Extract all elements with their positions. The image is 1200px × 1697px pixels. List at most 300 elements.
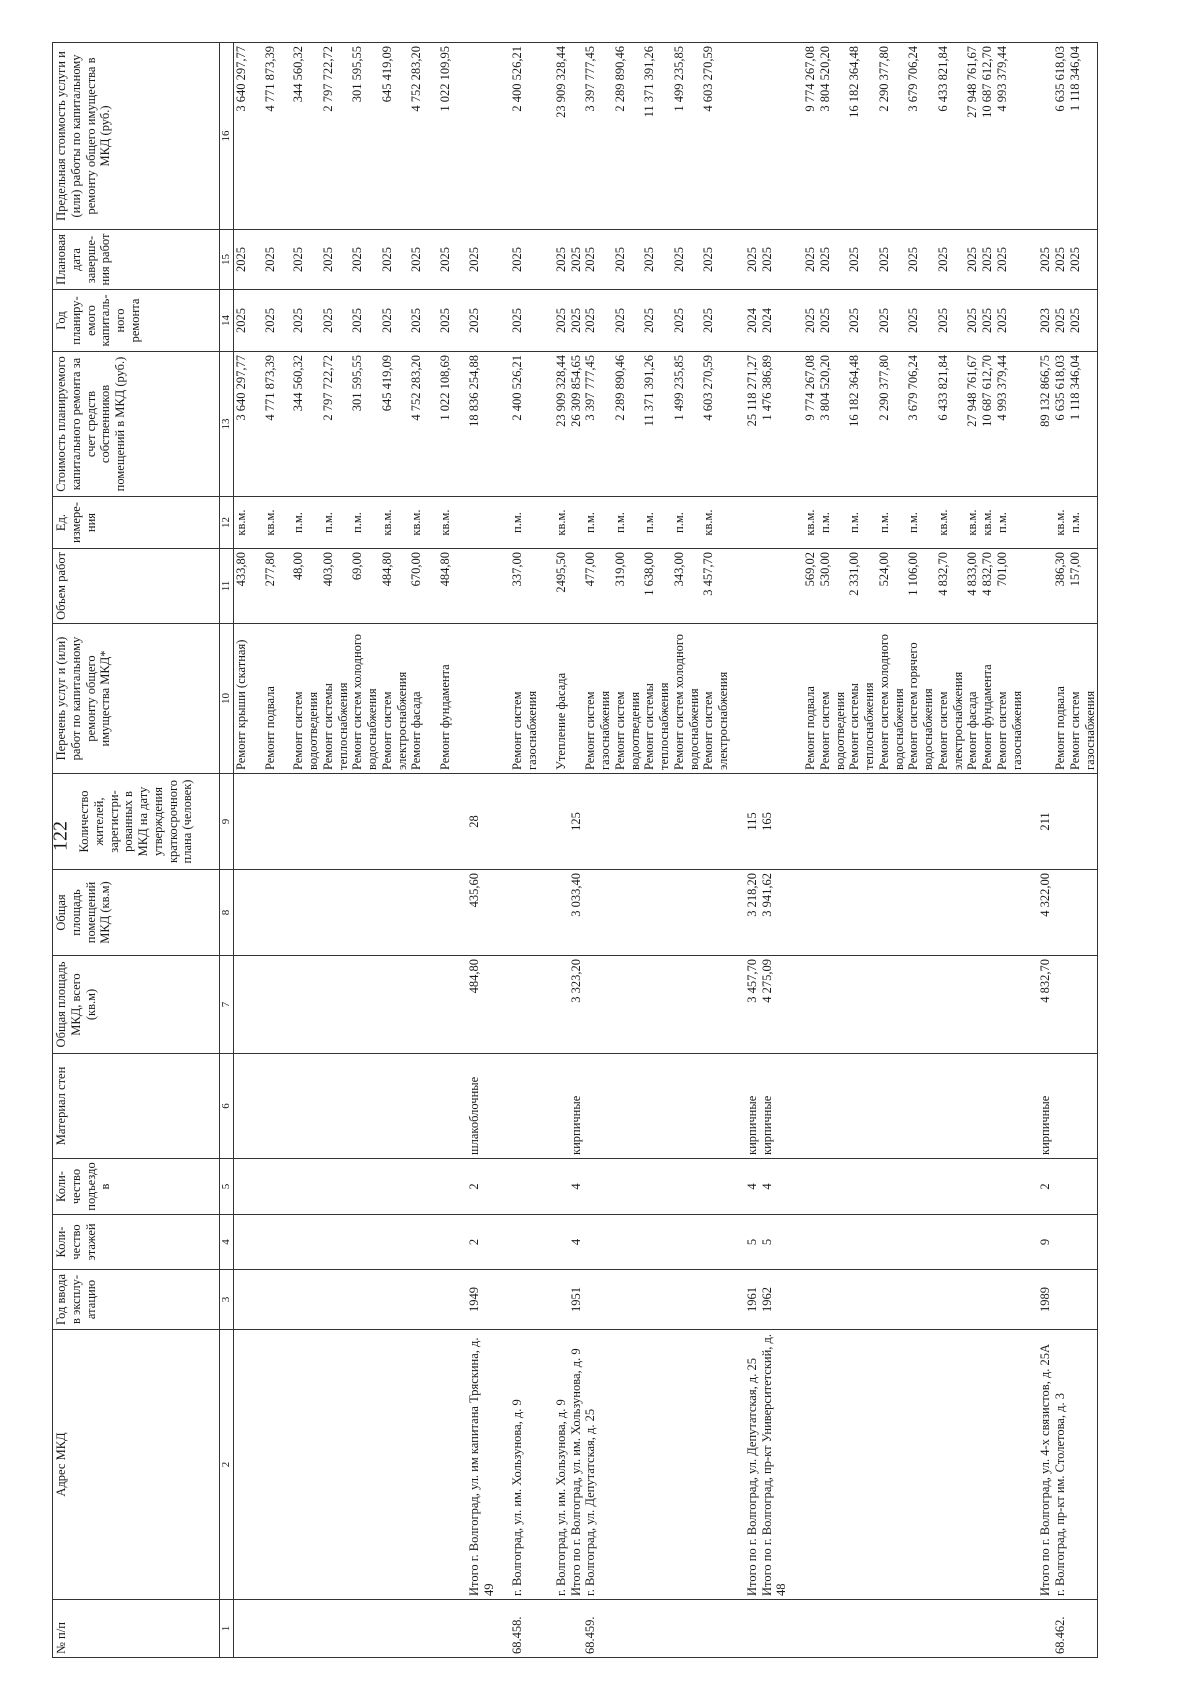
volume-cell bbox=[760, 549, 790, 624]
row-number bbox=[613, 1600, 643, 1658]
work-type-cell bbox=[424, 624, 438, 774]
volume-cell: 319,00 bbox=[613, 549, 643, 624]
wall-material-cell bbox=[321, 1054, 351, 1159]
address-cell bbox=[1068, 1330, 1098, 1600]
premises-area-cell bbox=[554, 870, 569, 956]
entrances-cell bbox=[496, 1159, 510, 1215]
completion-year-cell: 2025 bbox=[760, 230, 790, 290]
address-cell: г. Волгоград, ул. им. Хользунова, д. 9 bbox=[510, 1330, 540, 1600]
row-number bbox=[789, 1600, 803, 1658]
year-cell bbox=[803, 1270, 818, 1330]
column-number: 15 bbox=[220, 230, 234, 290]
entrances-cell bbox=[554, 1159, 569, 1215]
cost-cell: 3 397 777,45 bbox=[583, 352, 613, 497]
max-cost-cell bbox=[569, 43, 584, 230]
residents-cell bbox=[980, 774, 995, 870]
address-cell bbox=[995, 1330, 1025, 1600]
table-header bbox=[53, 43, 234, 1658]
total-area-cell bbox=[803, 956, 818, 1054]
residents-cell bbox=[789, 774, 803, 870]
unit-cell bbox=[745, 497, 760, 549]
table-row bbox=[1068, 43, 1098, 1658]
repair-year-cell: 2025 bbox=[263, 290, 278, 352]
volume-cell bbox=[540, 549, 554, 624]
address-cell bbox=[291, 1330, 321, 1600]
residents-cell bbox=[438, 774, 453, 870]
row-number bbox=[936, 1600, 966, 1658]
year-cell: 1989 bbox=[1038, 1270, 1053, 1330]
max-cost-cell: 344 560,32 bbox=[291, 43, 321, 230]
completion-year-cell: 2025 bbox=[803, 230, 818, 290]
total-area-cell bbox=[1068, 956, 1098, 1054]
row-number bbox=[906, 1600, 936, 1658]
work-type-cell bbox=[277, 624, 291, 774]
header-cell: Адрес МКД bbox=[53, 1330, 220, 1600]
row-number bbox=[731, 1600, 745, 1658]
residents-cell bbox=[249, 774, 263, 870]
floors-cell: 4 bbox=[569, 1215, 584, 1270]
unit-cell: кв.м. bbox=[263, 497, 278, 549]
cost-cell: 4 752 283,20 bbox=[409, 352, 424, 497]
year-cell bbox=[380, 1270, 410, 1330]
year-cell bbox=[583, 1270, 613, 1330]
repair-year-cell: 2025 bbox=[291, 290, 321, 352]
entrances-cell bbox=[789, 1159, 803, 1215]
cost-cell: 26 309 854,65 bbox=[569, 352, 584, 497]
repair-year-cell: 2025 bbox=[936, 290, 966, 352]
address-cell bbox=[701, 1330, 731, 1600]
floors-cell bbox=[583, 1215, 613, 1270]
wall-material-cell bbox=[554, 1054, 569, 1159]
volume-cell bbox=[277, 549, 291, 624]
wall-material-cell bbox=[453, 1054, 467, 1159]
wall-material-cell bbox=[877, 1054, 907, 1159]
max-cost-cell: 2 797 722,72 bbox=[321, 43, 351, 230]
entrances-cell bbox=[847, 1159, 877, 1215]
unit-cell: кв.м. bbox=[380, 497, 410, 549]
premises-area-cell bbox=[906, 870, 936, 956]
wall-material-cell bbox=[291, 1054, 321, 1159]
volume-cell bbox=[467, 549, 497, 624]
header-cell: Ед. измере-ния bbox=[53, 497, 220, 549]
wall-material-cell bbox=[906, 1054, 936, 1159]
residents-cell: 211 bbox=[1038, 774, 1053, 870]
residents-cell: 165 bbox=[760, 774, 790, 870]
year-cell bbox=[321, 1270, 351, 1330]
work-type-cell bbox=[467, 624, 497, 774]
year-cell: 1951 bbox=[569, 1270, 584, 1330]
entrances-cell bbox=[965, 1159, 980, 1215]
address-cell bbox=[789, 1330, 803, 1600]
max-cost-cell: 2 290 377,80 bbox=[877, 43, 907, 230]
total-area-cell bbox=[613, 956, 643, 1054]
floors-cell bbox=[263, 1215, 278, 1270]
row-number bbox=[803, 1600, 818, 1658]
unit-cell: кв.м. bbox=[438, 497, 453, 549]
unit-cell: кв.м. bbox=[233, 497, 248, 549]
floors-cell bbox=[510, 1215, 540, 1270]
unit-cell: кв.м. bbox=[936, 497, 966, 549]
wall-material-cell bbox=[583, 1054, 613, 1159]
premises-area-cell: 3 218,20 bbox=[745, 870, 760, 956]
cost-cell bbox=[789, 352, 803, 497]
premises-area-cell: 4 322,00 bbox=[1038, 870, 1053, 956]
work-type-cell: Ремонт систем холодного водоснабжения bbox=[877, 624, 907, 774]
repair-year-cell: 2025 bbox=[438, 290, 453, 352]
year-cell bbox=[877, 1270, 907, 1330]
row-number bbox=[233, 1600, 248, 1658]
work-type-cell: Ремонт подвала bbox=[1053, 624, 1068, 774]
floors-cell bbox=[321, 1215, 351, 1270]
wall-material-cell bbox=[438, 1054, 453, 1159]
volume-cell bbox=[249, 549, 263, 624]
header-cell: Количество жителей, зарегистри-рованных в МКД на дату утверждения краткосрочного плана (человек) bbox=[53, 774, 220, 870]
address-cell bbox=[731, 1330, 745, 1600]
row-number bbox=[540, 1600, 554, 1658]
total-area-cell bbox=[1024, 956, 1038, 1054]
repair-year-cell: 2025 bbox=[847, 290, 877, 352]
entrances-cell bbox=[818, 1159, 848, 1215]
volume-cell: 3 457,70 bbox=[701, 549, 731, 624]
year-cell bbox=[980, 1270, 995, 1330]
volume-cell: 530,00 bbox=[818, 549, 848, 624]
year-cell bbox=[233, 1270, 248, 1330]
volume-cell: 1 106,00 bbox=[906, 549, 936, 624]
year-cell bbox=[936, 1270, 966, 1330]
address-cell bbox=[321, 1330, 351, 1600]
address-cell bbox=[847, 1330, 877, 1600]
total-area-cell bbox=[233, 956, 248, 1054]
premises-area-cell bbox=[496, 870, 510, 956]
volume-cell bbox=[789, 549, 803, 624]
total-area-cell bbox=[453, 956, 467, 1054]
wall-material-cell bbox=[380, 1054, 410, 1159]
repair-year-cell: 2025 bbox=[233, 290, 248, 352]
residents-cell bbox=[877, 774, 907, 870]
volume-cell bbox=[1024, 549, 1038, 624]
volume-cell bbox=[424, 549, 438, 624]
total-area-cell bbox=[965, 956, 980, 1054]
year-cell bbox=[263, 1270, 278, 1330]
completion-year-cell: 2025 bbox=[847, 230, 877, 290]
volume-cell: 157,00 bbox=[1068, 549, 1098, 624]
unit-cell: кв.м. bbox=[803, 497, 818, 549]
premises-area-cell bbox=[642, 870, 672, 956]
entrances-cell bbox=[249, 1159, 263, 1215]
completion-year-cell: 2025 bbox=[409, 230, 424, 290]
address-cell bbox=[818, 1330, 848, 1600]
max-cost-cell bbox=[249, 43, 263, 230]
column-number: 2 bbox=[220, 1330, 234, 1600]
table-row bbox=[453, 43, 467, 1658]
max-cost-cell bbox=[424, 43, 438, 230]
unit-cell bbox=[569, 497, 584, 549]
completion-year-cell: 2025 bbox=[291, 230, 321, 290]
table-row bbox=[760, 43, 790, 1658]
repair-year-cell: 2025 bbox=[1068, 290, 1098, 352]
completion-year-cell bbox=[540, 230, 554, 290]
table-row bbox=[233, 43, 248, 1658]
year-cell bbox=[409, 1270, 424, 1330]
unit-cell: п.м. bbox=[672, 497, 702, 549]
residents-cell bbox=[1068, 774, 1098, 870]
wall-material-cell bbox=[233, 1054, 248, 1159]
entrances-cell bbox=[424, 1159, 438, 1215]
address-cell bbox=[936, 1330, 966, 1600]
residents-cell bbox=[424, 774, 438, 870]
cost-cell: 1 022 108,69 bbox=[438, 352, 453, 497]
wall-material-cell bbox=[510, 1054, 540, 1159]
unit-cell: п.м. bbox=[1068, 497, 1098, 549]
cost-cell: 4 993 379,44 bbox=[995, 352, 1025, 497]
residents-cell: 28 bbox=[467, 774, 497, 870]
floors-cell bbox=[613, 1215, 643, 1270]
column-number: 11 bbox=[220, 549, 234, 624]
completion-year-cell: 2025 bbox=[701, 230, 731, 290]
wall-material-cell bbox=[409, 1054, 424, 1159]
repair-year-cell: 2025 bbox=[467, 290, 497, 352]
work-type-cell: Ремонт подвала bbox=[263, 624, 278, 774]
residents-cell bbox=[995, 774, 1025, 870]
max-cost-cell: 3 640 297,77 bbox=[233, 43, 248, 230]
residents-cell bbox=[291, 774, 321, 870]
work-type-cell: Ремонт системы теплоснабжения bbox=[847, 624, 877, 774]
residents-cell bbox=[380, 774, 410, 870]
unit-cell: п.м. bbox=[613, 497, 643, 549]
completion-year-cell: 2025 bbox=[672, 230, 702, 290]
completion-year-cell: 2025 bbox=[350, 230, 380, 290]
cost-cell: 27 948 761,67 bbox=[965, 352, 980, 497]
cost-cell: 2 289 890,46 bbox=[613, 352, 643, 497]
volume-cell: 670,00 bbox=[409, 549, 424, 624]
repair-year-cell: 2025 bbox=[980, 290, 995, 352]
cost-cell: 3 804 520,20 bbox=[818, 352, 848, 497]
entrances-cell bbox=[936, 1159, 966, 1215]
address-cell bbox=[496, 1330, 510, 1600]
repair-year-cell: 2025 bbox=[409, 290, 424, 352]
unit-cell bbox=[731, 497, 745, 549]
max-cost-cell: 3 804 520,20 bbox=[818, 43, 848, 230]
completion-year-cell: 2025 bbox=[1068, 230, 1098, 290]
max-cost-cell: 10 687 612,70 bbox=[980, 43, 995, 230]
volume-cell: 569,02 bbox=[803, 549, 818, 624]
residents-cell: 125 bbox=[569, 774, 584, 870]
floors-cell bbox=[672, 1215, 702, 1270]
wall-material-cell bbox=[263, 1054, 278, 1159]
unit-cell bbox=[789, 497, 803, 549]
wall-material-cell: кирпичные bbox=[745, 1054, 760, 1159]
floors-cell bbox=[642, 1215, 672, 1270]
entrances-cell bbox=[263, 1159, 278, 1215]
cost-cell: 16 182 364,48 bbox=[847, 352, 877, 497]
volume-cell: 386,30 bbox=[1053, 549, 1068, 624]
header-cell: Плановая дата заверше-ния работ bbox=[53, 230, 220, 290]
max-cost-cell: 1 499 235,85 bbox=[672, 43, 702, 230]
work-type-cell: Ремонт систем газоснабжения bbox=[510, 624, 540, 774]
cost-cell: 1 476 386,89 bbox=[760, 352, 790, 497]
row-number bbox=[877, 1600, 907, 1658]
entrances-cell bbox=[233, 1159, 248, 1215]
premises-area-cell bbox=[540, 870, 554, 956]
unit-cell: п.м. bbox=[321, 497, 351, 549]
volume-cell: 2 331,00 bbox=[847, 549, 877, 624]
cost-cell: 25 118 271,27 bbox=[745, 352, 760, 497]
table-row bbox=[380, 43, 410, 1658]
row-number bbox=[496, 1600, 510, 1658]
floors-cell bbox=[496, 1215, 510, 1270]
address-cell bbox=[350, 1330, 380, 1600]
floors-cell bbox=[731, 1215, 745, 1270]
floors-cell bbox=[409, 1215, 424, 1270]
residents-cell: 115 bbox=[745, 774, 760, 870]
address-cell bbox=[249, 1330, 263, 1600]
max-cost-cell bbox=[1038, 43, 1053, 230]
entrances-cell bbox=[906, 1159, 936, 1215]
year-cell bbox=[540, 1270, 554, 1330]
total-area-cell bbox=[672, 956, 702, 1054]
total-area-cell bbox=[731, 956, 745, 1054]
residents-cell bbox=[321, 774, 351, 870]
address-cell bbox=[540, 1330, 554, 1600]
repair-year-cell bbox=[1024, 290, 1038, 352]
premises-area-cell bbox=[701, 870, 731, 956]
premises-area-cell bbox=[424, 870, 438, 956]
residents-cell bbox=[453, 774, 467, 870]
year-cell bbox=[672, 1270, 702, 1330]
repair-year-cell: 2025 bbox=[583, 290, 613, 352]
cost-cell bbox=[1024, 352, 1038, 497]
cost-cell: 301 595,55 bbox=[350, 352, 380, 497]
cost-cell: 9 774 267,08 bbox=[803, 352, 818, 497]
floors-cell bbox=[936, 1215, 966, 1270]
table-row bbox=[731, 43, 745, 1658]
max-cost-cell bbox=[731, 43, 745, 230]
year-cell bbox=[731, 1270, 745, 1330]
address-cell bbox=[965, 1330, 980, 1600]
address-cell: Итого по г. Волгоград, пр-кт Университетский, д. 48 bbox=[760, 1330, 790, 1600]
table-row bbox=[1024, 43, 1038, 1658]
floors-cell bbox=[380, 1215, 410, 1270]
completion-year-cell: 2025 bbox=[510, 230, 540, 290]
column-number-row bbox=[220, 43, 234, 1658]
wall-material-cell: кирпичные bbox=[569, 1054, 584, 1159]
residents-cell bbox=[906, 774, 936, 870]
table-row bbox=[745, 43, 760, 1658]
completion-year-cell: 2025 bbox=[569, 230, 584, 290]
volume-cell bbox=[1038, 549, 1053, 624]
work-type-cell bbox=[745, 624, 760, 774]
total-area-cell bbox=[496, 956, 510, 1054]
volume-cell: 484,80 bbox=[380, 549, 410, 624]
residents-cell bbox=[1024, 774, 1038, 870]
cost-cell bbox=[731, 352, 745, 497]
table-row bbox=[540, 43, 554, 1658]
entrances-cell bbox=[321, 1159, 351, 1215]
volume-cell: 484,80 bbox=[438, 549, 453, 624]
total-area-cell bbox=[877, 956, 907, 1054]
premises-area-cell bbox=[321, 870, 351, 956]
year-cell bbox=[453, 1270, 467, 1330]
floors-cell bbox=[1024, 1215, 1038, 1270]
cost-cell bbox=[249, 352, 263, 497]
table-row bbox=[1053, 43, 1068, 1658]
residents-cell bbox=[554, 774, 569, 870]
row-number bbox=[1038, 1600, 1053, 1658]
repair-year-cell: 2025 bbox=[701, 290, 731, 352]
year-cell bbox=[613, 1270, 643, 1330]
cost-cell: 3 640 297,77 bbox=[233, 352, 248, 497]
max-cost-cell: 2 289 890,46 bbox=[613, 43, 643, 230]
row-number bbox=[1068, 1600, 1098, 1658]
page-number: 122 bbox=[49, 821, 72, 851]
repair-year-cell: 2025 bbox=[906, 290, 936, 352]
table-row bbox=[554, 43, 569, 1658]
address-cell bbox=[263, 1330, 278, 1600]
max-cost-cell: 11 371 391,26 bbox=[642, 43, 672, 230]
work-type-cell bbox=[1024, 624, 1038, 774]
entrances-cell bbox=[540, 1159, 554, 1215]
repair-year-cell bbox=[424, 290, 438, 352]
entrances-cell bbox=[583, 1159, 613, 1215]
address-cell bbox=[233, 1330, 248, 1600]
floors-cell: 5 bbox=[745, 1215, 760, 1270]
volume-cell: 4 832,70 bbox=[936, 549, 966, 624]
repair-year-cell: 2025 bbox=[510, 290, 540, 352]
year-cell bbox=[350, 1270, 380, 1330]
unit-cell: п.м. bbox=[906, 497, 936, 549]
year-cell: 1949 bbox=[467, 1270, 497, 1330]
floors-cell bbox=[701, 1215, 731, 1270]
residents-cell bbox=[672, 774, 702, 870]
total-area-cell bbox=[847, 956, 877, 1054]
floors-cell bbox=[233, 1215, 248, 1270]
premises-area-cell: 435,60 bbox=[467, 870, 497, 956]
address-cell: Итого по г. Волгоград, ул. им. Хользунова, д. 9 bbox=[569, 1330, 584, 1600]
header-cell: Объем работ bbox=[53, 549, 220, 624]
row-number bbox=[467, 1600, 497, 1658]
row-number bbox=[409, 1600, 424, 1658]
address-cell: Итого по г. Волгоград, ул. Депутатская, д. 25 bbox=[745, 1330, 760, 1600]
work-type-cell: Ремонт систем газоснабжения bbox=[995, 624, 1025, 774]
row-number bbox=[818, 1600, 848, 1658]
total-area-cell bbox=[321, 956, 351, 1054]
work-type-cell: Ремонт систем электроснабжения bbox=[380, 624, 410, 774]
wall-material-cell bbox=[818, 1054, 848, 1159]
max-cost-cell bbox=[760, 43, 790, 230]
premises-area-cell bbox=[277, 870, 291, 956]
completion-year-cell: 2025 bbox=[554, 230, 569, 290]
year-cell bbox=[818, 1270, 848, 1330]
residents-cell bbox=[1053, 774, 1068, 870]
unit-cell bbox=[277, 497, 291, 549]
year-cell bbox=[642, 1270, 672, 1330]
work-type-cell bbox=[731, 624, 745, 774]
premises-area-cell bbox=[583, 870, 613, 956]
column-number: 7 bbox=[220, 956, 234, 1054]
entrances-cell bbox=[642, 1159, 672, 1215]
repair-year-cell: 2025 bbox=[642, 290, 672, 352]
entrances-cell bbox=[803, 1159, 818, 1215]
cost-cell: 645 419,09 bbox=[380, 352, 410, 497]
volume-cell bbox=[453, 549, 467, 624]
repair-year-cell bbox=[453, 290, 467, 352]
premises-area-cell bbox=[380, 870, 410, 956]
row-number bbox=[321, 1600, 351, 1658]
residents-cell bbox=[803, 774, 818, 870]
work-type-cell bbox=[760, 624, 790, 774]
premises-area-cell: 3 941,62 bbox=[760, 870, 790, 956]
work-type-cell: Ремонт системы теплоснабжения bbox=[642, 624, 672, 774]
